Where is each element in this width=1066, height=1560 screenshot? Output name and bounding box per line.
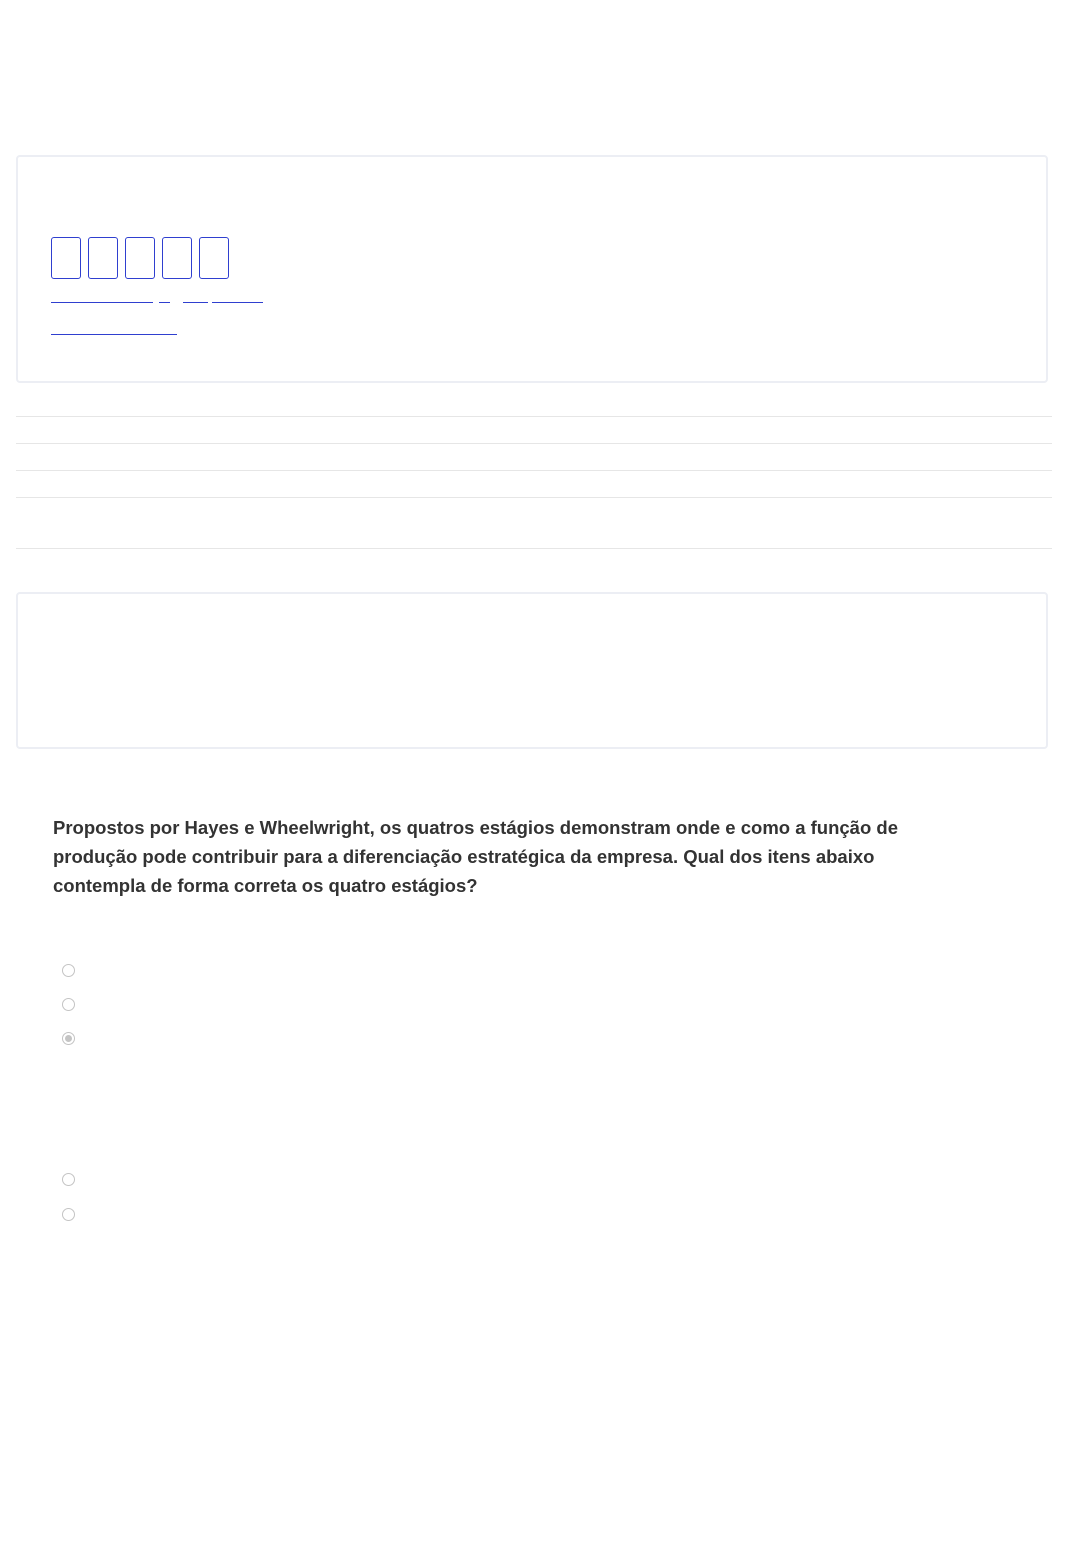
divider-1 xyxy=(16,416,1052,417)
divider-4 xyxy=(16,497,1052,498)
rating-box-2[interactable] xyxy=(88,237,118,279)
divider-2 xyxy=(16,443,1052,444)
header-link-5[interactable] xyxy=(51,334,177,335)
answer-radio-1[interactable] xyxy=(62,964,75,977)
header-link-4[interactable] xyxy=(212,302,263,303)
divider-3 xyxy=(16,470,1052,471)
divider-5 xyxy=(16,548,1052,549)
rating-box-4[interactable] xyxy=(162,237,192,279)
rating-box-5[interactable] xyxy=(199,237,229,279)
header-link-3[interactable] xyxy=(183,302,208,303)
answer-radio-4[interactable] xyxy=(62,1173,75,1186)
answer-radio-2[interactable] xyxy=(62,998,75,1011)
answer-radio-5[interactable] xyxy=(62,1208,75,1221)
answer-radio-3[interactable] xyxy=(62,1032,75,1045)
header-link-2[interactable] xyxy=(159,302,170,303)
header-card xyxy=(16,155,1048,383)
header-link-1[interactable] xyxy=(51,302,153,303)
content-card xyxy=(16,592,1048,749)
rating-box-3[interactable] xyxy=(125,237,155,279)
rating-box-1[interactable] xyxy=(51,237,81,279)
rating-boxes xyxy=(51,237,229,279)
question-text: Propostos por Hayes e Wheelwright, os quatros estágios demonstram onde e como a função de produção pode contribuir para a diferenciação estratégica da empresa. Qual dos itens abaixo contempla de forma correta os quatro estágios? xyxy=(53,817,899,896)
